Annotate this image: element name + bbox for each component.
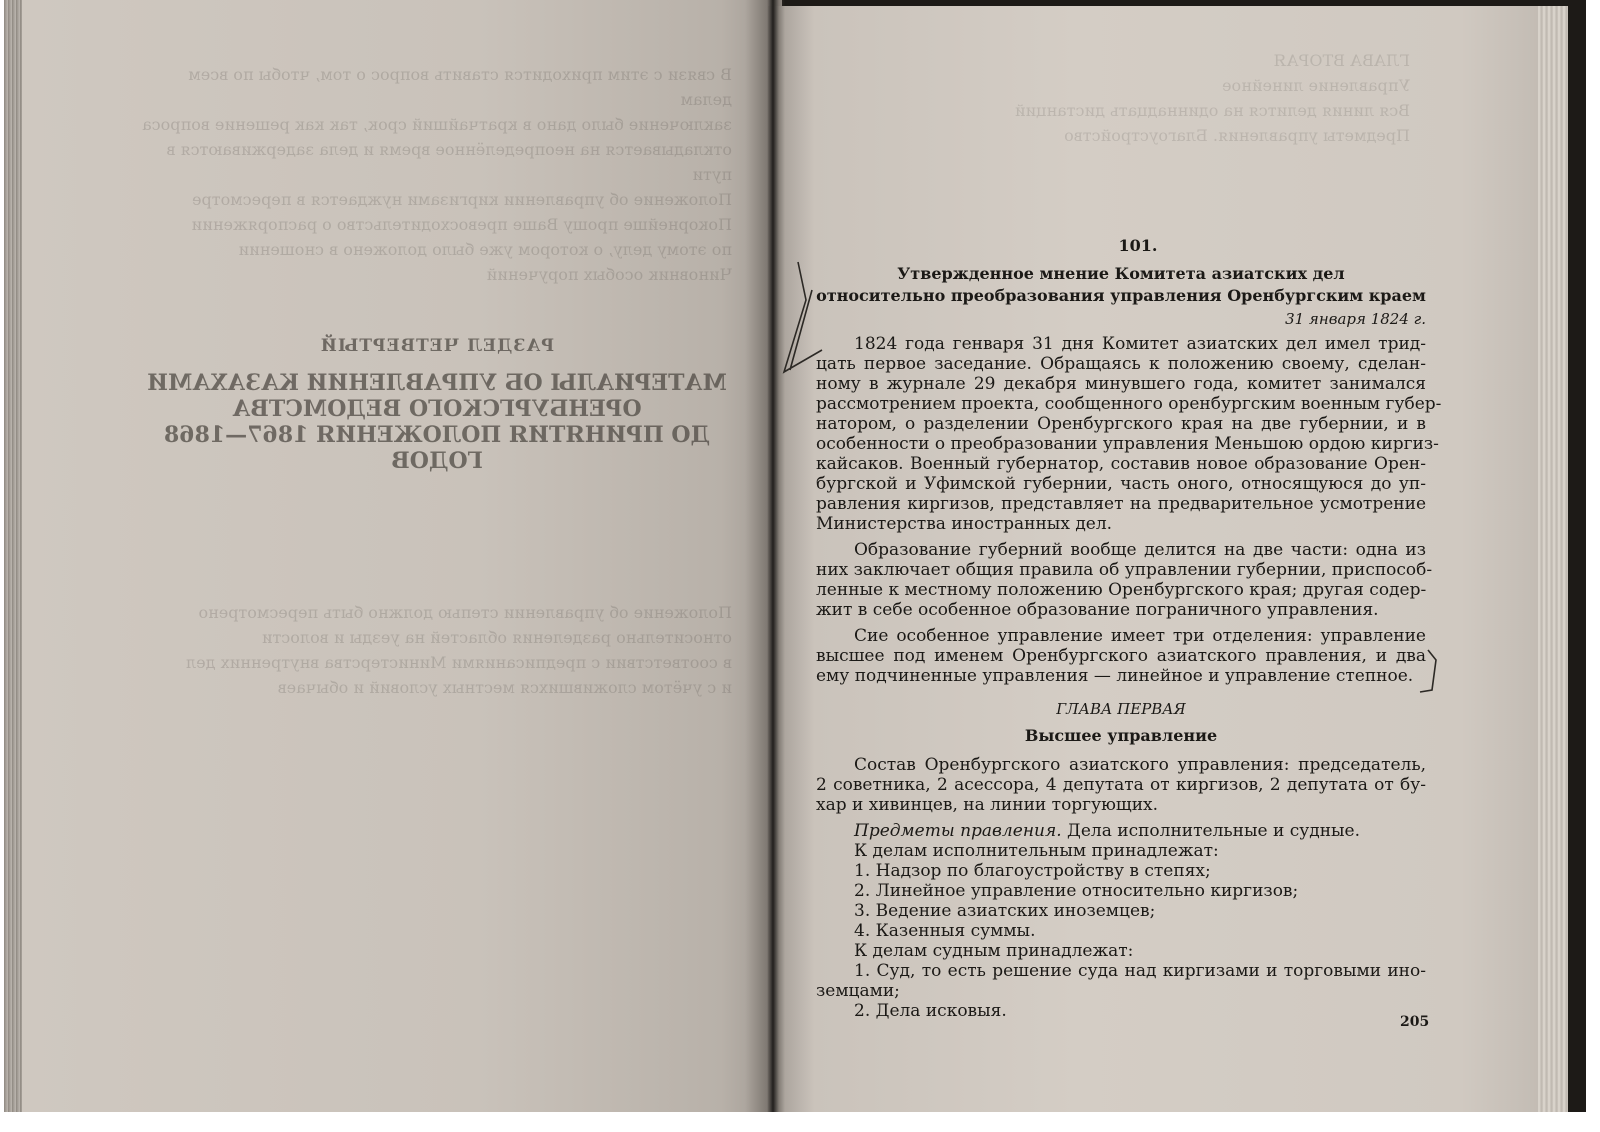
bleed-line: В связи с этим приходится ставить вопрос о том, чтобы по всем делам <box>188 65 732 109</box>
text-line: равления киргизов, представляет на предварительное усмотрение <box>816 494 1426 514</box>
bleed-line: ГЛАВА ВТОРАЯ <box>1273 51 1410 70</box>
list-item: 2. Дела исковыя. <box>854 1001 1007 1021</box>
subjects-text: Дела исполнительные и судные. <box>1061 821 1361 841</box>
bleed-line: в соответствии с предписаниями Министерства внутренних дел <box>185 653 732 672</box>
bleed-line: Чиновник особых поручений <box>486 265 732 284</box>
text-line: хар и хивинцев, на линии торгующих. <box>816 795 1159 815</box>
list-item-continuation: земцами; <box>816 981 900 1001</box>
margin-bracket-mark <box>784 262 822 372</box>
bleed-line: относительно разделения областей на уезды и волости <box>261 628 732 647</box>
text-line: бургской и Уфимской губернии, часть оного, относящуюся до уп- <box>816 474 1426 494</box>
text-line: особенности о преобразовании управления Меньшою ордою киргиз- <box>816 434 1439 454</box>
mirrored-title-line: ДО ПРИНЯТИЯ ПОЛОЖЕНИЯ 1867—1868 ГОДОВ <box>163 422 711 474</box>
list-item: 3. Ведение азиатских иноземцев; <box>854 901 1156 921</box>
list-item: 4. Казенныя суммы. <box>854 921 1036 941</box>
list-item: 1. Надзор по благоустройству в степях; <box>854 861 1211 881</box>
list-item: 2. Линейное управление относительно киргизов; <box>854 881 1299 901</box>
text-line: жит в себе особенное образование пограничного управления. <box>816 600 1379 620</box>
text-line: натором, о разделении Оренбургского края на две губернии, и в <box>816 414 1426 434</box>
mirrored-title-line: ОРЕНБУРГСКОГО ВЕДОМСТВА <box>232 396 642 422</box>
document-date: 31 января 1824 г. <box>1285 310 1426 328</box>
bleed-line: заключение было дано в кратчайший срок, так как решение вопроса <box>142 115 732 134</box>
bleed-line: и с учётом сложившихся местных условий и обычаев <box>277 678 732 697</box>
text-line: Сие особенное управление имеет три отделения: управление <box>854 626 1426 646</box>
bleed-line: Вся линия делится на одиннадцать дистанций <box>1014 101 1410 120</box>
bleed-line: Покорнейше прошу Ваше превосходительство о распоряжении <box>191 215 732 234</box>
page-number: 205 <box>1400 1014 1430 1030</box>
text-line: Состав Оренбургского азиатского управления: председатель, <box>854 755 1426 775</box>
bleed-line: Положение об управлении степью должно быть пересмотрено <box>198 603 732 622</box>
document-number: 101. <box>1118 236 1158 255</box>
mirrored-title-line: МАТЕРИАЛЫ ОБ УПРАВЛЕНИИ КАЗАХАМИ <box>147 370 727 396</box>
bleed-line: Положение об управлении киргизами нуждается в пересмотре <box>192 190 732 209</box>
text-line: 1824 года генваря 31 дня Комитет азиатских дел имел трид- <box>854 334 1426 354</box>
title-line: относительно преобразования управления Оренбургским краем <box>816 286 1426 305</box>
text-line: высшее под именем Оренбургского азиатского правления, и два <box>816 646 1426 666</box>
text-line: них заключает общия правила об управлении губернии, приспособ- <box>816 560 1433 580</box>
bleed-line: по этому делу, о котором уже было доложено в сношении <box>238 240 732 259</box>
text-line: кайсаков. Военный губернатор, составив новое образование Орен- <box>816 454 1426 474</box>
chapter-heading: ГЛАВА ПЕРВАЯ <box>1056 700 1186 718</box>
court-intro: К делам судным принадлежат: <box>854 941 1134 961</box>
text-line: рассмотрением проекта, сообщенного оренбургским военным губер- <box>816 394 1442 414</box>
text-line: ему подчиненные управления — линейное и управление степное. <box>816 666 1414 686</box>
margin-end-mark <box>1420 650 1436 692</box>
bleed-line: откладывается на неопределённое время и дела задерживаются в пути <box>166 140 732 184</box>
mirrored-section-label: РАЗДЕЛ ЧЕТВЕРТЫЙ <box>319 336 555 356</box>
text-line: цать первое заседание. Обращаясь к положению своему, сделан- <box>816 354 1426 374</box>
subjects-label: Предметы правления. <box>854 821 1062 841</box>
bleed-line: Управление линейное <box>1222 76 1410 95</box>
title-line: Утвержденное мнение Комитета азиатских дел <box>897 264 1345 283</box>
bleed-line: Предметы управления. Благоустройство <box>1064 126 1410 145</box>
text-line: ленные к местному положению Оренбургского края; другая содер- <box>816 580 1427 600</box>
text-line: ному в журнале 29 декабря минувшего года, комитет занимался <box>816 374 1426 394</box>
section-heading: Высшее управление <box>1024 726 1218 745</box>
exec-intro: К делам исполнительным принадлежат: <box>854 841 1219 861</box>
text-line: Образование губерний вообще делится на две части: одна из <box>854 540 1426 560</box>
list-item: 1. Суд, то есть решение суда над киргизами и торговыми ино- <box>854 961 1426 981</box>
text-line: Министерства иностранных дел. <box>816 514 1113 534</box>
text-line: 2 советника, 2 асессора, 4 депутата от киргизов, 2 депутата от бу- <box>816 775 1426 795</box>
